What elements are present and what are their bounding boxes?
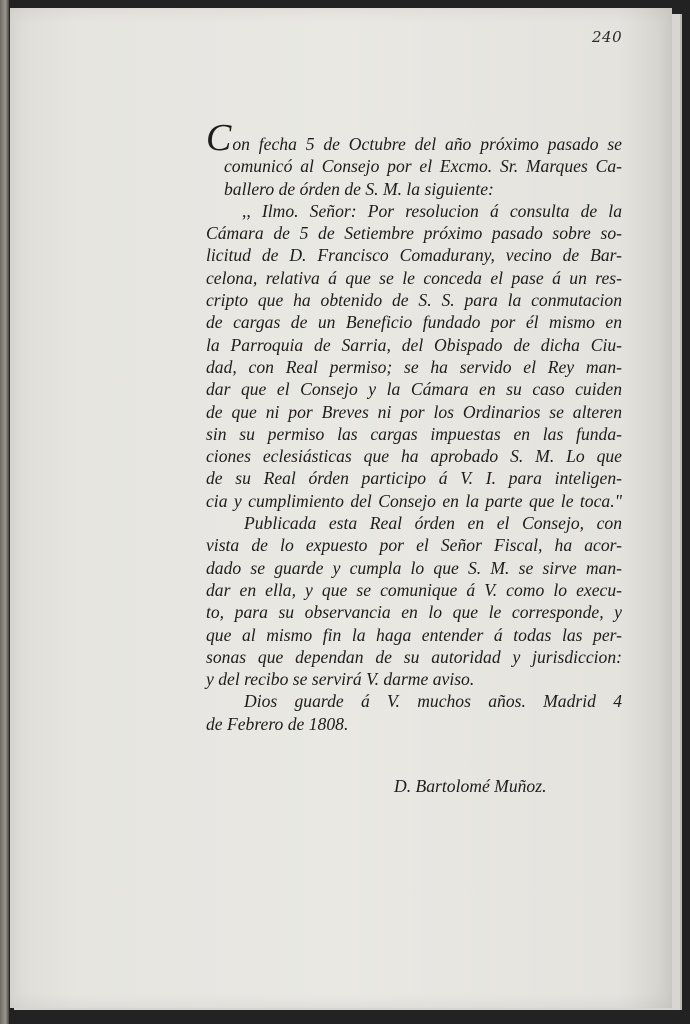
decree-line: sonas que dependan de su autoridad y jurisdiccion: [206,646,622,667]
decree-line: sin su permiso las cargas impuestas en las funda- [206,423,622,444]
decree-line: Cámara de 5 de Setiembre próximo pasado sobre so- [206,223,622,244]
decree-line: dar en ella, y que se comunique á V. como lo execu- [206,579,622,600]
decree-line: Dios guarde á V. muchos años. Madrid 4 [244,691,622,712]
decree-line: to, para su observancia en lo que le corresponde, y [206,602,622,623]
drop-cap: C [206,117,232,159]
decree-line: licitud de D. Francisco Comadurany, vecino de Bar- [206,245,622,266]
decree-line: dado se guarde y cumpla lo que S. M. se sirve man- [206,557,622,578]
decree-line: ballero de órden de S. M. la siguiente: [224,178,494,199]
decree-line: Publicada esta Real órden en el Consejo, con [244,513,622,534]
decree-line: ciones eclesiásticas que ha aprobado S. M. Lo que [206,446,622,467]
decree-line: la Parroquia de Sarria, del Obispado de dicha Ciu- [206,334,622,355]
decree-line: cripto que ha obtenido de S. S. para la conmutacion [206,290,622,311]
decree-line: ,, Ilmo. Señor: Por resolucion á consulta de la [242,200,622,221]
decree-line: Con fecha 5 de Octubre del año próximo pasado se [206,117,622,159]
decree-line: y del recibo se servirá V. darme aviso. [206,669,475,690]
decree-line: dad, con Real permiso; se ha servido el Rey man- [206,356,622,377]
signature: D. Bartolomé Muñoz. [394,776,547,796]
folio-number: 240 [592,28,623,46]
decree-line: cia y cumplimiento del Consejo en la parte que le toca." [206,490,622,511]
decree-line: de cargas de un Beneficio fundado por él mismo en [206,312,622,333]
decree-line: de que ni por Breves ni por los Ordinarios se alteren [206,401,622,422]
decree-line: comunicó al Consejo por el Excmo. Sr. Marques Ca- [224,156,622,177]
binding-edge [0,0,9,1024]
decree-line: de su Real órden participo á V. I. para inteligen- [206,468,622,489]
decree-line: vista de lo expuesto por el Señor Fiscal, ha acor- [206,535,622,556]
decree-line: celona, relativa á que se le conceda el pase á un res- [206,267,622,288]
decree-body [206,117,622,735]
decree-line: de Febrero de 1808. [206,713,349,734]
decree-line: que al mismo fin la haga entender á todas las per- [206,624,622,645]
decree-line: dar que el Consejo y la Cámara en su caso cuiden [206,379,622,400]
